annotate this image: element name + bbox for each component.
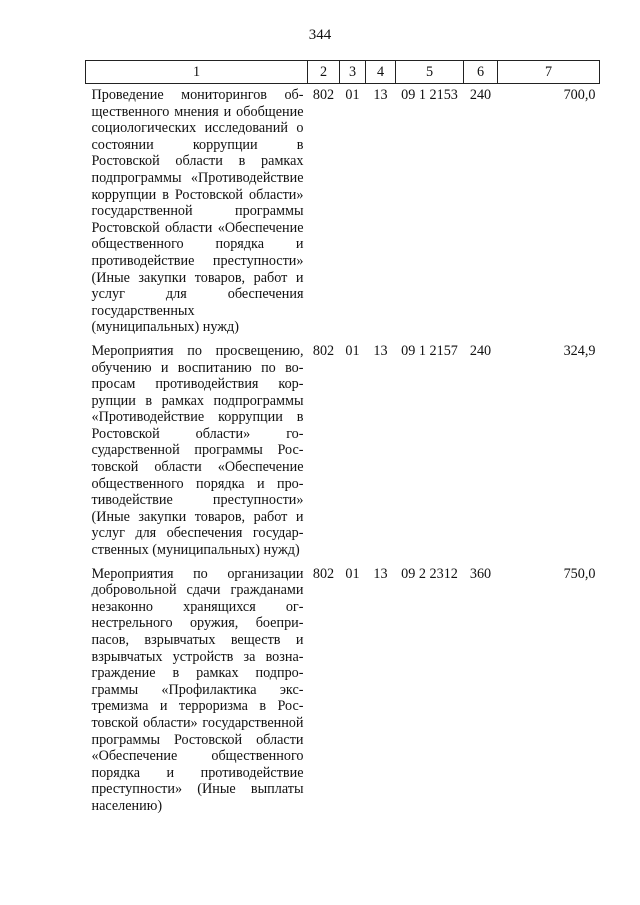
- row-expense-type: 240: [469, 87, 492, 103]
- row-description: Мероприятия по просвещению, обучению и воспитанию по вопросам противодействия коррупции в рамках подпрограммы «Противодействие коррупции в Ростовской области» государственной программы Ростовской области «Обеспечение общественного порядка и противодействие преступности» (Иные закупки товаров, работ и услуг для обеспечения государственных (муниципальных) нужд): [91, 342, 304, 559]
- row-section-code: 01: [345, 87, 360, 103]
- budget-table: [85, 60, 600, 818]
- header-col-6: 6: [464, 61, 498, 84]
- table-body: [86, 84, 600, 818]
- row-description: Мероприятия по организации добровольной сдачи гражданами незаконно хранящихся огнестрельного оружия, боеприпасов, взрывчатых веществ и взрывчатых устройств за вознаграждение в рамках подпрограммы «Профилактика экстремизма и терроризма в Ростовской области» государственной программы Ростовской области «Обеспечение общественного порядка и противодействие преступности» (Иные выплаты населению): [91, 565, 304, 814]
- row-target-article: 09 1 2157: [401, 342, 458, 359]
- row-target-article: 09 1 2153: [401, 87, 458, 103]
- row-section-code: 01: [345, 342, 360, 359]
- row-amount: 324,9: [563, 342, 596, 359]
- row-expense-type: 240: [469, 342, 492, 359]
- table-row: [86, 563, 600, 818]
- row-description: Проведение мониторингов общественного мнения и обобщение социологических исследований о состоянии коррупции в Ростовской области в рамках подпрограммы «Противодействие коррупции в Ростовской области» государственной программы Ростовской области «Обеспечение общественного порядка и противодействие преступности» (Иные закупки товаров, работ и услуг для обеспечения государственных (муниципальных) нужд): [91, 87, 304, 336]
- row-ministry-code: 802: [312, 565, 335, 582]
- row-amount: 700,0: [563, 87, 596, 103]
- header-col-3: 3: [340, 61, 366, 84]
- header-row: [86, 61, 600, 84]
- row-target-article: 09 2 2312: [401, 565, 458, 582]
- row-ministry-code: 802: [312, 87, 335, 103]
- row-subsection-code: 13: [373, 342, 388, 359]
- row-section-code: 01: [345, 565, 360, 582]
- row-subsection-code: 13: [373, 565, 388, 582]
- header-col-7: 7: [498, 61, 600, 84]
- header-col-2: 2: [308, 61, 340, 84]
- header-col-1: 1: [86, 61, 308, 84]
- table-header: [86, 61, 600, 84]
- page-number: 344: [308, 27, 332, 43]
- row-subsection-code: 13: [373, 87, 388, 103]
- header-col-5: 5: [396, 61, 464, 84]
- table-row: [86, 84, 600, 340]
- row-amount: 750,0: [563, 565, 596, 582]
- table-row: [86, 340, 600, 563]
- row-ministry-code: 802: [312, 342, 335, 359]
- header-col-4: 4: [366, 61, 396, 84]
- row-expense-type: 360: [469, 565, 492, 582]
